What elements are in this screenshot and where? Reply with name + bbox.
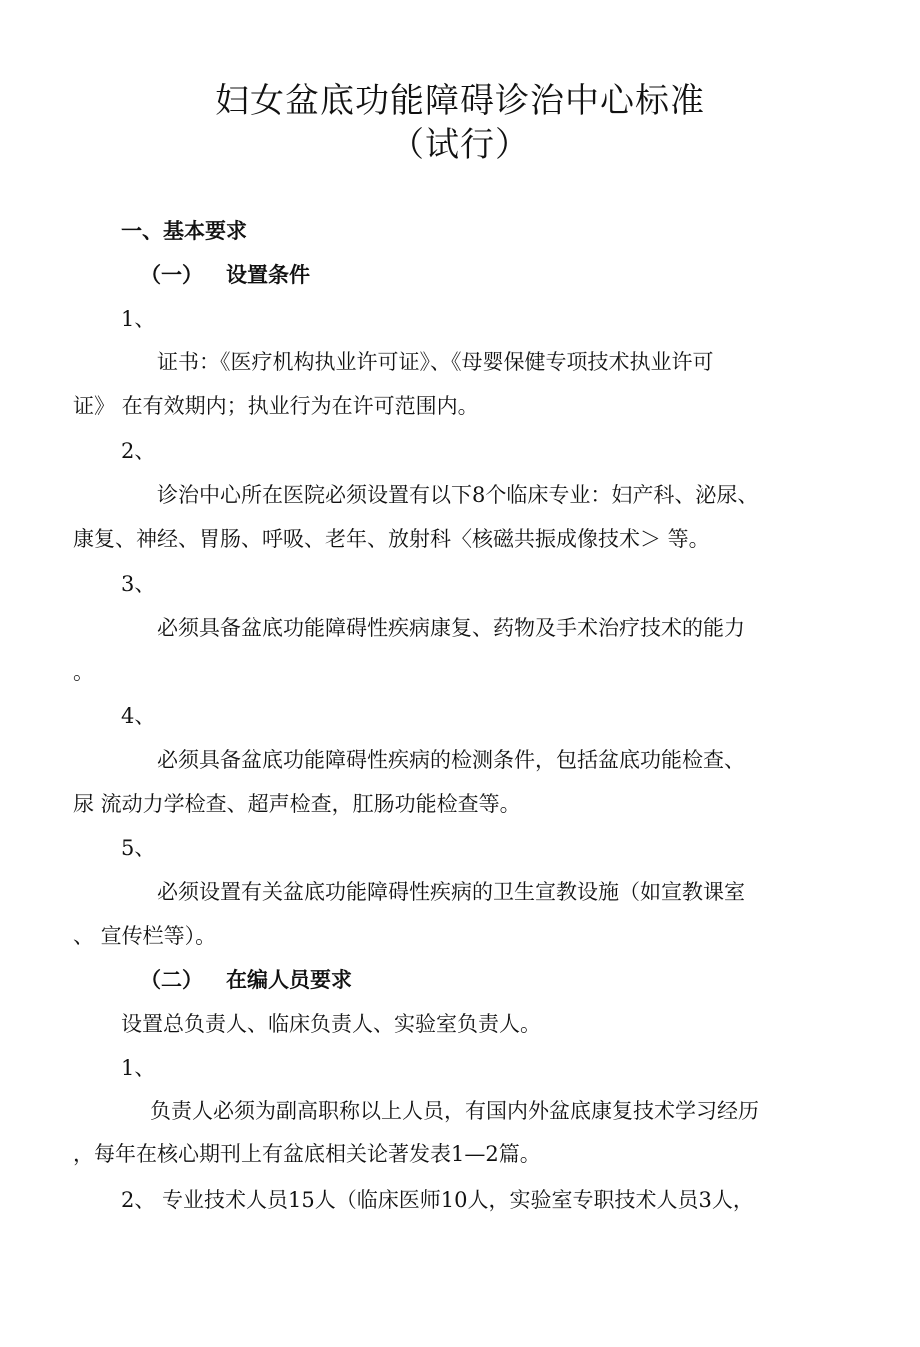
paragraph-line: 证书：《医疗机构执业许可证》、《母婴保健专项技术执业许可 xyxy=(157,350,714,374)
paragraph-line: 负责人必须为副高职称以上人员，有国内外盆底康复技术学习经历 xyxy=(150,1099,759,1123)
subsection-title: 设置条件 xyxy=(226,263,310,287)
item-number: 4、 xyxy=(121,704,156,728)
paragraph-line: 尿 流动力学检查、超声检查，肛肠功能检查等。 xyxy=(73,792,521,816)
subsection-label: （二） xyxy=(140,968,203,992)
item-number: 1、 xyxy=(121,1056,156,1080)
paragraph-line: ，每年在核心期刊上有盆底相关论著发表1—2篇。 xyxy=(73,1142,541,1166)
document-title: 妇女盆底功能障碍诊治中心标准 xyxy=(215,81,705,121)
subsection-title: 在编人员要求 xyxy=(226,968,352,992)
subsection-heading-setup-conditions xyxy=(140,261,310,289)
item-number: 1、 xyxy=(121,307,156,331)
paragraph-line: 必须具备盆底功能障碍性疾病的检测条件，包括盆底功能检查、 xyxy=(157,748,745,772)
subsection-heading-staff-requirements xyxy=(140,966,352,994)
item-number: 2、 xyxy=(121,439,156,463)
paragraph-line: 、 宣传栏等）。 xyxy=(73,924,217,948)
paragraph-line: 证》 在有效期内；执业行为在许可范围内。 xyxy=(73,394,479,418)
paragraph-line: 诊治中心所在医院必须设置有以下8个临床专业：妇产科、泌尿、 xyxy=(157,483,759,507)
document-subtitle: （试行） xyxy=(390,125,530,165)
paragraph-line: 康复、神经、胃肠、呼吸、老年、放射科〈核磁共振成像技术＞ 等。 xyxy=(73,527,710,551)
subsection-label: （一） xyxy=(140,263,203,287)
paragraph-line: 必须具备盆底功能障碍性疾病康复、药物及手术治疗技术的能力 xyxy=(157,616,745,640)
item-number: 5、 xyxy=(121,836,156,860)
paragraph-line: 。 xyxy=(73,660,94,684)
paragraph-line: 必须设置有关盆底功能障碍性疾病的卫生宣教设施（如宣教课室 xyxy=(157,880,745,904)
item-number: 3、 xyxy=(121,572,156,596)
paragraph-line: 2、 专业技术人员15人（临床医师10人，实验室专职技术人员3人， xyxy=(121,1188,754,1212)
section-heading-basic-requirements: 一、基本要求 xyxy=(121,219,247,243)
paragraph-line: 设置总负责人、临床负责人、实验室负责人。 xyxy=(121,1012,541,1036)
